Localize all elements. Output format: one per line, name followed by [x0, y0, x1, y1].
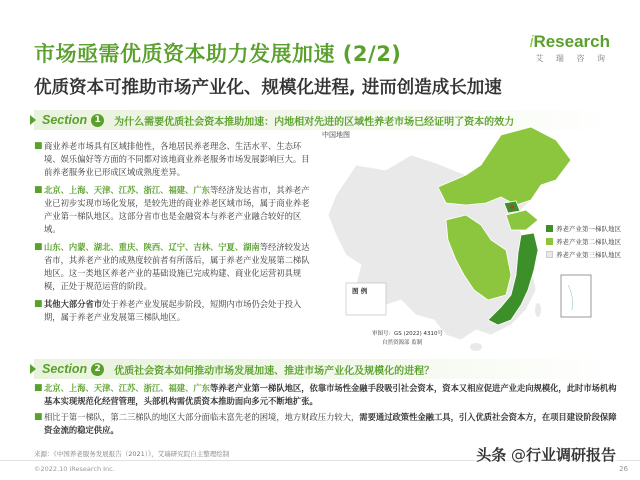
- map-inset-label: 图 例: [352, 287, 368, 295]
- map-review-number: 审图号：GS (2022) 4310号: [372, 331, 444, 337]
- watermark: 头条 @行业调研报告: [476, 446, 616, 464]
- section-label: Section: [42, 113, 88, 127]
- section-marker-icon: [30, 115, 36, 125]
- legend-item: 养老产业第二梯队地区: [546, 237, 621, 246]
- legend-swatch: [546, 238, 553, 245]
- map-region-hainan: [470, 343, 482, 351]
- section-2-bullets: [34, 382, 618, 440]
- section-label: Section: [42, 362, 88, 376]
- page-subtitle: 优质资本可推助市场产业化、规模化进程, 进而创造成长加速: [34, 78, 502, 98]
- map-region-taiwan: [535, 303, 541, 317]
- list-item: ■ 山东、内蒙、湖北、重庆、陕西、辽宁、吉林、宁夏、湖南等经济较发达省市，其养老产业的成熟度较前者有所落后，属于养老产业发展第二梯队地区。这一类地区养老产业的基础设施已完成构建、商业化运营初具规模，正处于规范运营的阶段。: [34, 242, 310, 291]
- copyright: ©2022.10 iResearch Inc.: [34, 465, 115, 473]
- list-item: ■ 其他大部分省市处于养老产业发展起步阶段，短期内市场仍会处于投入期，属于养老产业发展第三梯队地区。: [34, 299, 302, 322]
- list-item: ■ 北京、上海、天津、江苏、浙江、福建、广东等经济发达省市，其养老产业已初步实现市场化发展，是较先进的商业养老区域市场，属于商业养老产业第一梯队地区。这部分省市也是金融资本与养老产业融合较好的区域。: [34, 185, 310, 234]
- beijing-marker: [510, 205, 514, 209]
- map-title: 中国地图: [322, 131, 350, 139]
- bullet-icon: ■: [34, 185, 43, 195]
- map-supervisor: 自然资源部 监制: [382, 340, 423, 346]
- map-region-inner-mongolia: [438, 127, 571, 205]
- bullet-icon: ■: [34, 242, 43, 252]
- page-number: 26: [619, 465, 628, 473]
- list-item: ■ 相比于第一梯队，第二三梯队的地区大部分面临未富先老的困境，地方财政压力较大，需要通过政策性金融工具，引入优质社会资本方，在项目建设阶段保障资金流的稳定供应。: [34, 412, 617, 435]
- south-china-sea-inset: [561, 275, 591, 317]
- section-question: 优质社会资本如何推动市场发展加速、推进市场产业化及规模化的进程？: [114, 365, 435, 377]
- iresearch-logo: iResearch 艾 瑞 咨 询: [529, 32, 610, 63]
- section-marker-icon: [30, 364, 36, 374]
- section-2-header: [34, 359, 614, 379]
- section-1-bullets: [34, 140, 314, 329]
- source-note: 来源：《中国养老服务发展报告（2021）》，艾瑞研究院自主整理绘制: [34, 450, 230, 458]
- bullet-icon: ■: [34, 412, 43, 422]
- list-item: ■ 北京、上海、天津、江苏、浙江、福建、广东等养老产业第一梯队地区，依靠市场性金融手段吸引社会资本，资本又相应促进产业走向规模化，此时市场机构基本实现规范化经营管理，头部机构需优质资本推助面向多元不断地扩张。: [34, 383, 617, 406]
- section-number-badge: 2: [91, 363, 104, 376]
- section-question: 为什么需要优质社会资本推助加速：内地相对先进的区域性养老市场已经证明了资本的效力: [114, 116, 515, 128]
- legend-swatch: [546, 251, 553, 258]
- list-item: ■ 商业养老市场具有区域排他性，各地居民养老理念、生活水平、生态环境、娱乐偏好等方面的不同都对该地商业养老服务市场发展影响巨大。目前养老服务业已形成区域成熟度差异。: [34, 141, 310, 177]
- page-title: 市场亟需优质资本助力发展加速 (2/2): [34, 42, 402, 66]
- legend-swatch: [546, 225, 553, 232]
- section-number-badge: 1: [91, 114, 104, 127]
- legend-item: 养老产业第三梯队地区: [546, 250, 621, 259]
- bullet-icon: ■: [34, 141, 43, 151]
- bullet-icon: ■: [34, 299, 43, 309]
- bullet-icon: ■: [34, 383, 43, 393]
- legend-item: 养老产业第一梯队地区: [546, 224, 621, 233]
- map-legend: [546, 224, 621, 263]
